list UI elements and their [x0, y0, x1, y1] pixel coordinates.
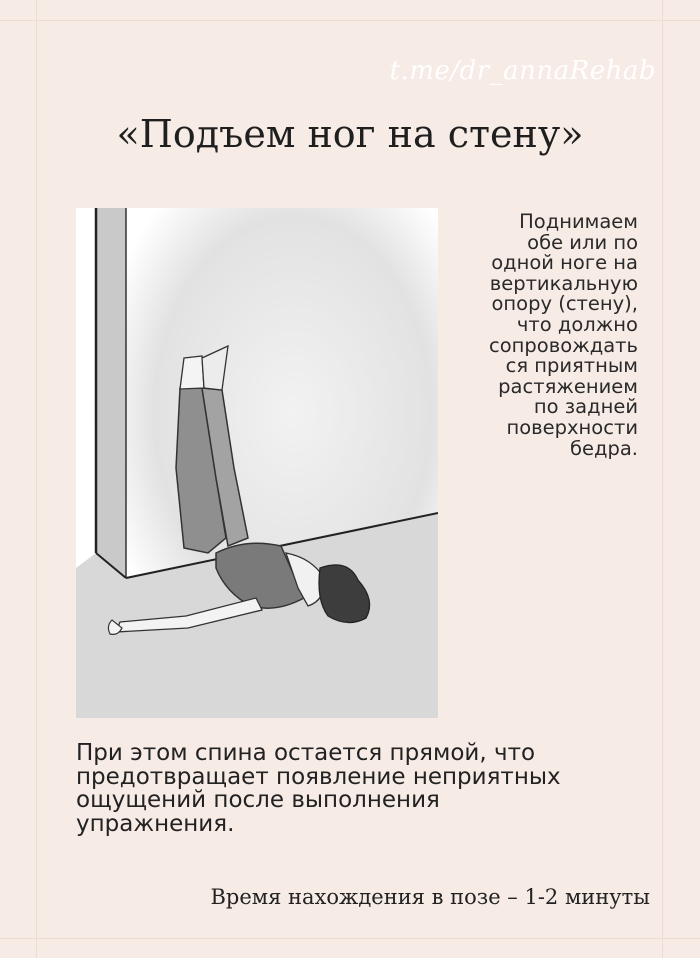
- exercise-description: [452, 212, 638, 459]
- body-line: предотвращает появление неприятных: [76, 763, 561, 790]
- description-line: что должно: [516, 312, 638, 336]
- page-title: «Подъем ног на стену»: [116, 112, 584, 156]
- description-line: растяжением: [498, 374, 638, 398]
- grid-line: [0, 938, 700, 939]
- description-line: одной ноге на: [491, 251, 638, 275]
- description-line: опору (стену),: [491, 292, 638, 316]
- body-paragraph: [76, 742, 656, 836]
- description-line: по задней: [533, 395, 638, 419]
- body-line: упражнения.: [76, 810, 235, 837]
- body-line: ощущений после выполнения: [76, 787, 440, 813]
- exercise-illustration: [76, 208, 438, 718]
- description-line: Поднимаем: [519, 210, 638, 233]
- description-line: вертикальную: [489, 271, 638, 295]
- body-line: При этом спина остается прямой, что: [76, 740, 536, 766]
- watermark: t.me/dr_annaRehab: [389, 56, 656, 86]
- duration-note: Время нахождения в позе – 1-2 минуты: [210, 885, 650, 909]
- description-line: ся приятным: [505, 354, 638, 378]
- description-line: бедра.: [569, 436, 638, 460]
- description-line: обе или по: [527, 230, 638, 254]
- description-line: сопровождать: [489, 333, 638, 357]
- description-line: поверхности: [506, 415, 638, 439]
- grid-line: [0, 20, 700, 21]
- woman-legs-up-wall-icon: [76, 208, 438, 718]
